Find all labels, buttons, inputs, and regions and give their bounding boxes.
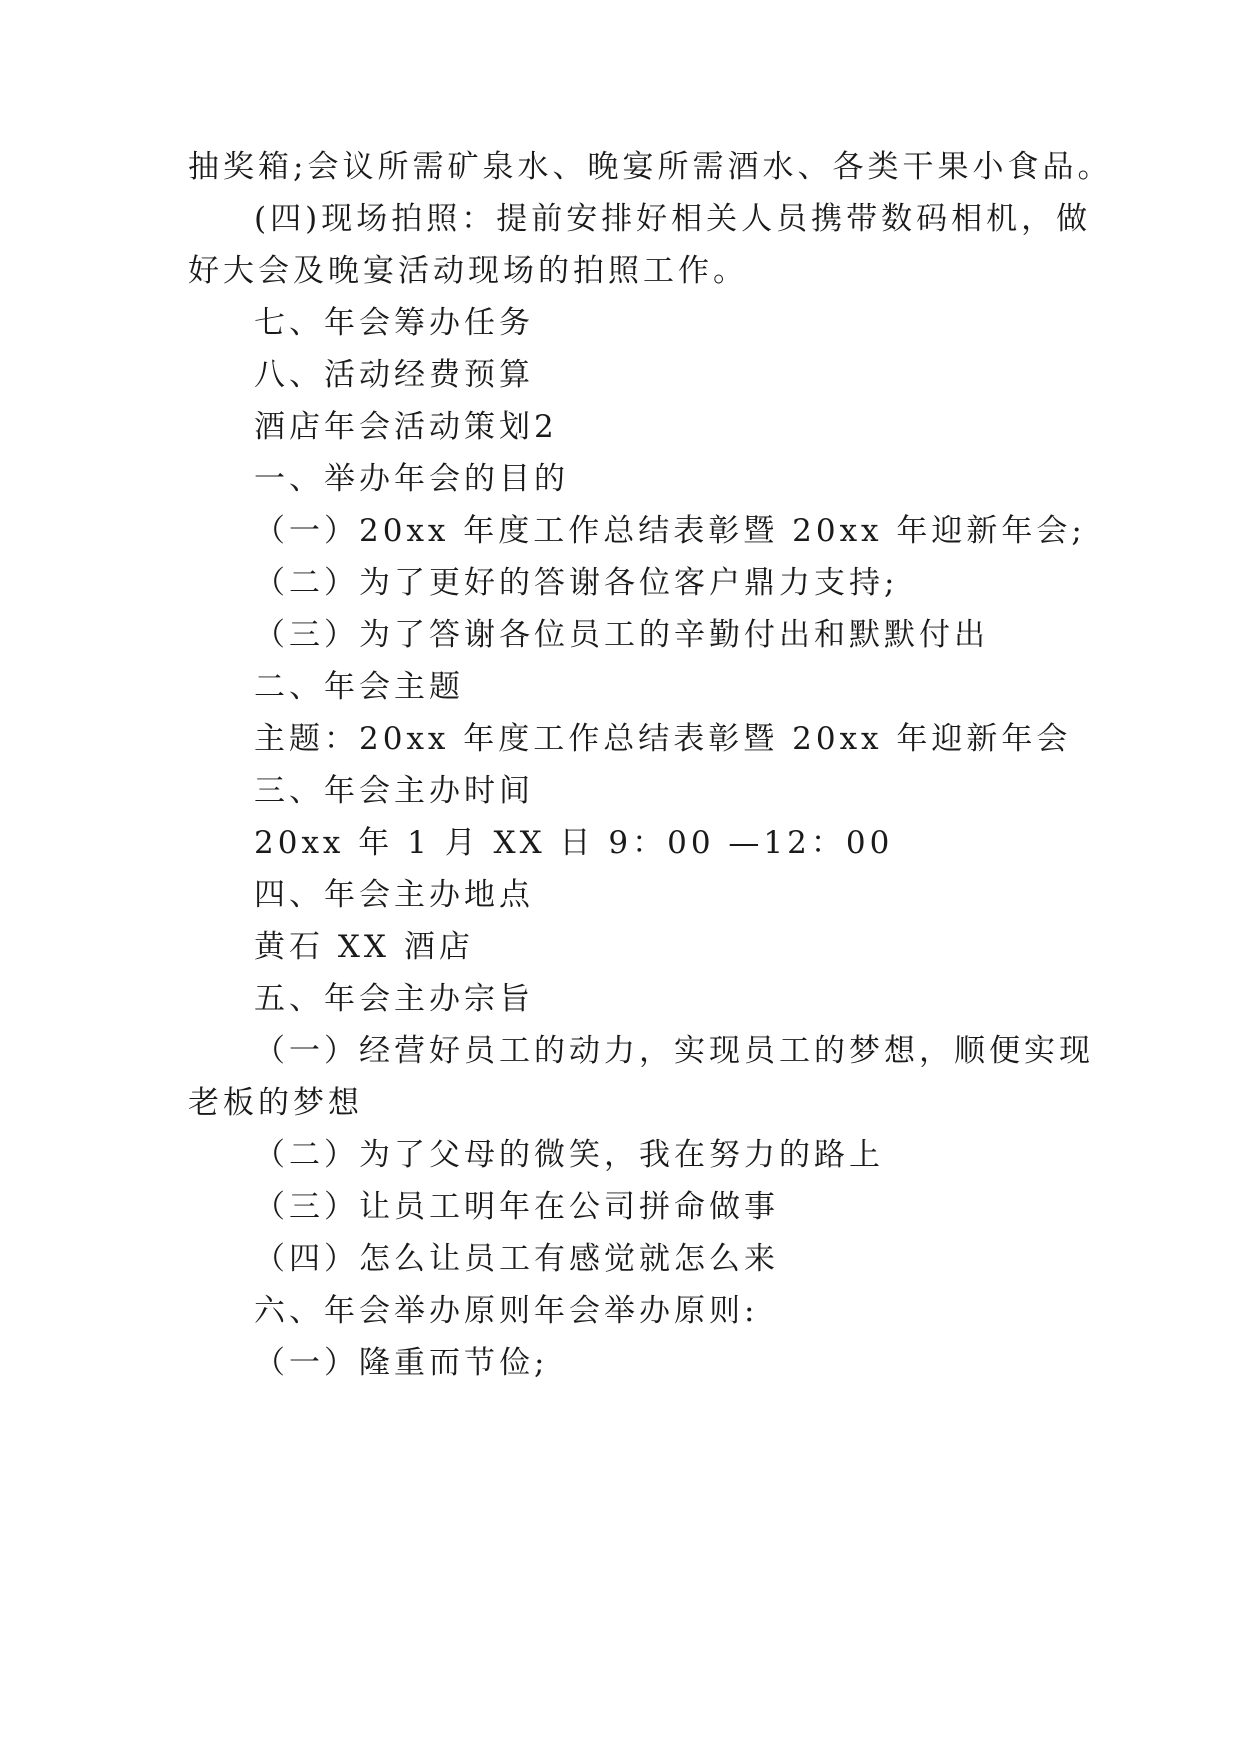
section-heading: 一、举办年会的目的 xyxy=(254,461,569,497)
section-heading: 八、活动经费预算 xyxy=(254,357,534,393)
text-line: （二）为了更好的答谢各位客户鼎力支持; xyxy=(254,565,899,601)
section-heading: 六、年会举办原则年会举办原则: xyxy=(254,1293,759,1329)
section-heading: 七、年会筹办任务 xyxy=(254,305,534,341)
text-line: 20xx 年 1 月 XX 日 9：00 —12：00 xyxy=(254,825,894,861)
text-line: （一）隆重而节俭; xyxy=(254,1345,549,1381)
text-line: 主题：20xx 年度工作总结表彰暨 20xx 年迎新年会 xyxy=(254,721,1072,757)
text-line: 抽奖箱;会议所需矿泉水、晚宴所需酒水、各类干果小食品。 xyxy=(188,149,1113,185)
section-heading: 二、年会主题 xyxy=(254,669,464,705)
section-heading: 四、年会主办地点 xyxy=(254,877,534,913)
text-line: （四）怎么让员工有感觉就怎么来 xyxy=(254,1241,779,1277)
document-title: 酒店年会活动策划2 xyxy=(254,409,558,445)
section-heading: 三、年会主办时间 xyxy=(254,773,534,809)
text-line: 老板的梦想 xyxy=(188,1085,363,1121)
text-line: （三）为了答谢各位员工的辛勤付出和默默付出 xyxy=(254,617,989,653)
text-line: (四)现场拍照：提前安排好相关人员携带数码相机，做 xyxy=(254,201,1092,237)
text-line: 黄石 XX 酒店 xyxy=(254,929,474,965)
text-line: （一）20xx 年度工作总结表彰暨 20xx 年迎新年会; xyxy=(254,513,1086,549)
text-line: （三）让员工明年在公司拼命做事 xyxy=(254,1189,779,1225)
text-line: （二）为了父母的微笑，我在努力的路上 xyxy=(254,1137,884,1173)
text-line: （一）经营好员工的动力，实现员工的梦想，顺便实现 xyxy=(254,1033,1094,1069)
text-line: 好大会及晚宴活动现场的拍照工作。 xyxy=(188,253,748,289)
section-heading: 五、年会主办宗旨 xyxy=(254,981,534,1017)
